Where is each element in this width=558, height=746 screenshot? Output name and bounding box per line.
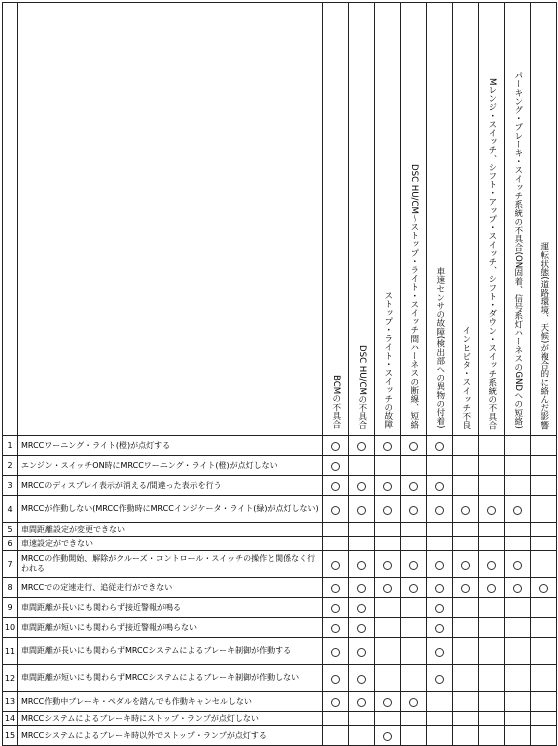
circle-mark-icon [357,584,366,593]
mark-cell [453,537,479,551]
mark-cell [479,726,505,746]
mark-cell [401,476,427,496]
mark-cell [427,537,453,551]
mark-cell [505,456,531,476]
mark-cell [505,496,531,523]
circle-mark-icon [357,698,366,707]
table-row [3,726,557,746]
mark-cell [349,665,375,692]
mark-cell [453,665,479,692]
mark-cell [479,618,505,638]
mark-cell [505,638,531,665]
mark-cell [479,537,505,551]
mark-cell [375,551,401,578]
circle-mark-icon [487,561,496,570]
mark-cell [479,551,505,578]
table-row [3,598,557,618]
mark-cell [531,726,557,746]
circle-mark-icon [331,561,340,570]
mark-cell [505,726,531,746]
column-header [505,3,531,436]
mark-cell [401,523,427,537]
mark-cell [401,551,427,578]
mark-cell [375,712,401,726]
corner-cell [3,3,18,436]
symptom-description: MRCCシステムによるブレーキ時以外でストップ・ランプが点灯する [18,726,323,746]
mark-cell [505,665,531,692]
circle-mark-icon [357,624,366,633]
circle-mark-icon [435,604,444,613]
mark-cell [505,476,531,496]
mark-cell [479,578,505,598]
mark-cell [401,436,427,456]
mark-cell [349,618,375,638]
circle-mark-icon [331,506,340,515]
mark-cell [531,598,557,618]
circle-mark-icon [331,648,340,657]
circle-mark-icon [435,648,444,657]
mark-cell [531,551,557,578]
circle-mark-icon [383,482,392,491]
mark-cell [505,436,531,456]
mark-cell [401,712,427,726]
mark-cell [375,537,401,551]
circle-mark-icon [383,732,392,741]
circle-mark-icon [409,506,418,515]
mark-cell [323,537,349,551]
mark-cell [479,456,505,476]
circle-mark-icon [383,584,392,593]
circle-mark-icon [383,442,392,451]
column-header-label: DSC HU/CMの不具合 [356,344,367,429]
mark-cell [323,476,349,496]
mark-cell [401,665,427,692]
table-row [3,618,557,638]
column-header-label: BCMの不具合 [330,375,341,429]
circle-mark-icon [461,561,470,570]
row-number: 10 [3,618,18,638]
mark-cell [453,618,479,638]
mark-cell [323,551,349,578]
table-row [3,496,557,523]
symptom-description: 車間距離が短いにも関わらずMRCCシステムによるブレーキ制御が作動しない [18,665,323,692]
row-number: 4 [3,496,18,523]
mark-cell [427,551,453,578]
mark-cell [349,476,375,496]
circle-mark-icon [383,698,392,707]
circle-mark-icon [357,506,366,515]
mark-cell [479,436,505,456]
table-row [3,712,557,726]
mark-cell [479,665,505,692]
circle-mark-icon [487,584,496,593]
symptom-rows [3,436,557,746]
mark-cell [531,578,557,598]
mark-cell [401,638,427,665]
column-header-label: Mレンジ・スイッチ、シフト・アップ・スイッチ、シフト・ダウン・スイッチ系統の不具合 [486,77,497,429]
mark-cell [375,436,401,456]
mark-cell [349,496,375,523]
mark-cell [401,618,427,638]
symptom-description: 車間距離が長いにも関わらず接近警報が鳴る [18,598,323,618]
mark-cell [531,618,557,638]
circle-mark-icon [461,506,470,515]
mark-cell [427,692,453,712]
circle-mark-icon [383,561,392,570]
column-header-label: DSC HU/CM〜ストップ・ライト・スイッチ間ハーネスの断線、短絡 [408,164,419,429]
mark-cell [427,665,453,692]
mark-cell [453,476,479,496]
circle-mark-icon [331,442,340,451]
mark-cell [375,578,401,598]
row-number: 14 [3,712,18,726]
mark-cell [453,523,479,537]
column-header-label: インヒビタ・スイッチ不良 [460,325,471,429]
circle-mark-icon [409,561,418,570]
mark-cell [531,712,557,726]
mark-cell [531,436,557,456]
mark-cell [427,523,453,537]
mark-cell [505,712,531,726]
mark-cell [427,726,453,746]
mark-cell [427,598,453,618]
mark-cell [479,638,505,665]
table-row [3,436,557,456]
table-row [3,638,557,665]
circle-mark-icon [461,584,470,593]
table-row [3,523,557,537]
mark-cell [375,496,401,523]
mark-cell [375,665,401,692]
mark-cell [531,665,557,692]
row-number: 9 [3,598,18,618]
mark-cell [375,726,401,746]
mark-cell [375,618,401,638]
mark-cell [349,436,375,456]
mark-cell [479,476,505,496]
row-number: 2 [3,456,18,476]
symptom-description: MRCCワーニング・ライト(橙)が点灯する [18,436,323,456]
mark-cell [401,692,427,712]
mark-cell [505,578,531,598]
circle-mark-icon [331,604,340,613]
row-number: 7 [3,551,18,578]
mark-cell [375,638,401,665]
mark-cell [505,551,531,578]
mark-cell [349,598,375,618]
mark-cell [427,712,453,726]
symptom-description: MRCC作動中ブレーキ・ペダルを踏んでも作動キャンセルしない [18,692,323,712]
row-number: 13 [3,692,18,712]
symptom-description: 車間距離が短いにも関わらず接近警報が鳴らない [18,618,323,638]
mark-cell [453,578,479,598]
circle-mark-icon [331,698,340,707]
mark-cell [323,618,349,638]
circle-mark-icon [435,624,444,633]
circle-mark-icon [409,698,418,707]
mark-cell [453,436,479,456]
mark-cell [479,712,505,726]
mark-cell [375,692,401,712]
mark-cell [375,456,401,476]
mark-cell [505,537,531,551]
mark-cell [453,712,479,726]
mark-cell [375,476,401,496]
table-row [3,537,557,551]
circle-mark-icon [513,561,522,570]
symptom-description: MRCCの作動開始、解除がクルーズ・コントロール・スイッチの操作と関係なく行われる [18,551,323,578]
mark-cell [453,598,479,618]
circle-mark-icon [357,561,366,570]
mark-cell [323,598,349,618]
symptom-description: MRCCでの定速走行、追従走行ができない [18,578,323,598]
symptom-header-cell [18,3,323,436]
circle-mark-icon [435,561,444,570]
column-header [401,3,427,436]
mark-cell [531,523,557,537]
mark-cell [323,638,349,665]
circle-mark-icon [435,584,444,593]
row-number: 3 [3,476,18,496]
mark-cell [505,523,531,537]
column-header-label: 車速センサの故障(検出部への異物の付着) [434,267,445,429]
mark-cell [427,476,453,496]
mark-cell [349,523,375,537]
mark-cell [427,618,453,638]
mark-cell [349,551,375,578]
circle-mark-icon [435,675,444,684]
table-row [3,476,557,496]
mark-cell [453,456,479,476]
mark-cell [479,692,505,712]
mark-cell [323,436,349,456]
circle-mark-icon [435,482,444,491]
circle-mark-icon [331,482,340,491]
mark-cell [427,578,453,598]
circle-mark-icon [357,604,366,613]
table-row [3,456,557,476]
mark-cell [401,578,427,598]
table-row [3,665,557,692]
mark-cell [375,523,401,537]
column-header [375,3,401,436]
mark-cell [505,618,531,638]
mark-cell [401,726,427,746]
mark-cell [349,692,375,712]
mark-cell [479,598,505,618]
row-number: 1 [3,436,18,456]
circle-mark-icon [331,675,340,684]
symptom-description: MRCCのディスプレイ表示が消える/間違った表示を行う [18,476,323,496]
row-number: 8 [3,578,18,598]
symptom-description: エンジン・スイッチON時にMRCCワーニング・ライト(橙)が点灯しない [18,456,323,476]
symptom-description: MRCCシステムによるブレーキ時にストップ・ランプが点灯しない [18,712,323,726]
mark-cell [531,476,557,496]
circle-mark-icon [357,648,366,657]
diagnosis-matrix-table [2,2,557,746]
symptom-description: 車速設定ができない [18,537,323,551]
mark-cell [323,496,349,523]
mark-cell [401,496,427,523]
column-header-label: パーキング・ブレーキ・スイッチ系統の不具合(ON固着、信号系灯ハーネスのGNDへの短絡) [512,71,523,429]
circle-mark-icon [487,506,496,515]
row-number: 15 [3,726,18,746]
symptom-description: 車間距離が長いにも関わらずMRCCシステムによるブレーキ制御が作動する [18,638,323,665]
column-header [453,3,479,436]
table-row [3,551,557,578]
header-row [3,3,557,436]
circle-mark-icon [357,482,366,491]
mark-cell [349,456,375,476]
mark-cell [531,456,557,476]
circle-mark-icon [357,675,366,684]
column-header-label: 運転状態(道路環境、天候)が複合的に絡んだ影響 [538,241,549,429]
row-number: 5 [3,523,18,537]
circle-mark-icon [435,442,444,451]
symptom-description: 車間距離設定が変更できない [18,523,323,537]
column-header [479,3,505,436]
table-row [3,578,557,598]
mark-cell [323,665,349,692]
column-header [427,3,453,436]
circle-mark-icon [331,624,340,633]
circle-mark-icon [331,584,340,593]
mark-cell [479,523,505,537]
mark-cell [531,692,557,712]
mark-cell [531,638,557,665]
mark-cell [427,496,453,523]
mark-cell [401,537,427,551]
circle-mark-icon [513,506,522,515]
circle-mark-icon [513,584,522,593]
mark-cell [375,598,401,618]
mark-cell [479,496,505,523]
mark-cell [349,712,375,726]
mark-cell [505,598,531,618]
mark-cell [349,726,375,746]
mark-cell [401,456,427,476]
row-number: 6 [3,537,18,551]
mark-cell [453,726,479,746]
symptom-description: MRCCが作動しない(MRCC作動時にMRCCインジケータ・ライト(緑)が点灯しない) [18,496,323,523]
mark-cell [349,578,375,598]
column-header-label: ストップ・ライト・スイッチの故障 [382,291,393,429]
mark-cell [349,537,375,551]
column-header [323,3,349,436]
mark-cell [401,598,427,618]
mark-cell [323,712,349,726]
mark-cell [323,692,349,712]
mark-cell [505,692,531,712]
circle-mark-icon [539,584,548,593]
mark-cell [427,456,453,476]
mark-cell [531,537,557,551]
circle-mark-icon [357,442,366,451]
circle-mark-icon [331,462,340,471]
mark-cell [427,638,453,665]
mark-cell [349,638,375,665]
circle-mark-icon [383,506,392,515]
mark-cell [427,436,453,456]
mark-cell [323,578,349,598]
mark-cell [531,496,557,523]
circle-mark-icon [409,482,418,491]
mark-cell [453,692,479,712]
column-header [531,3,557,436]
circle-mark-icon [409,442,418,451]
mark-cell [453,496,479,523]
mark-cell [323,726,349,746]
row-number: 11 [3,638,18,665]
mark-cell [323,456,349,476]
circle-mark-icon [435,506,444,515]
mark-cell [453,638,479,665]
circle-mark-icon [409,584,418,593]
mark-cell [323,523,349,537]
table-row [3,692,557,712]
column-header [349,3,375,436]
row-number: 12 [3,665,18,692]
mark-cell [453,551,479,578]
